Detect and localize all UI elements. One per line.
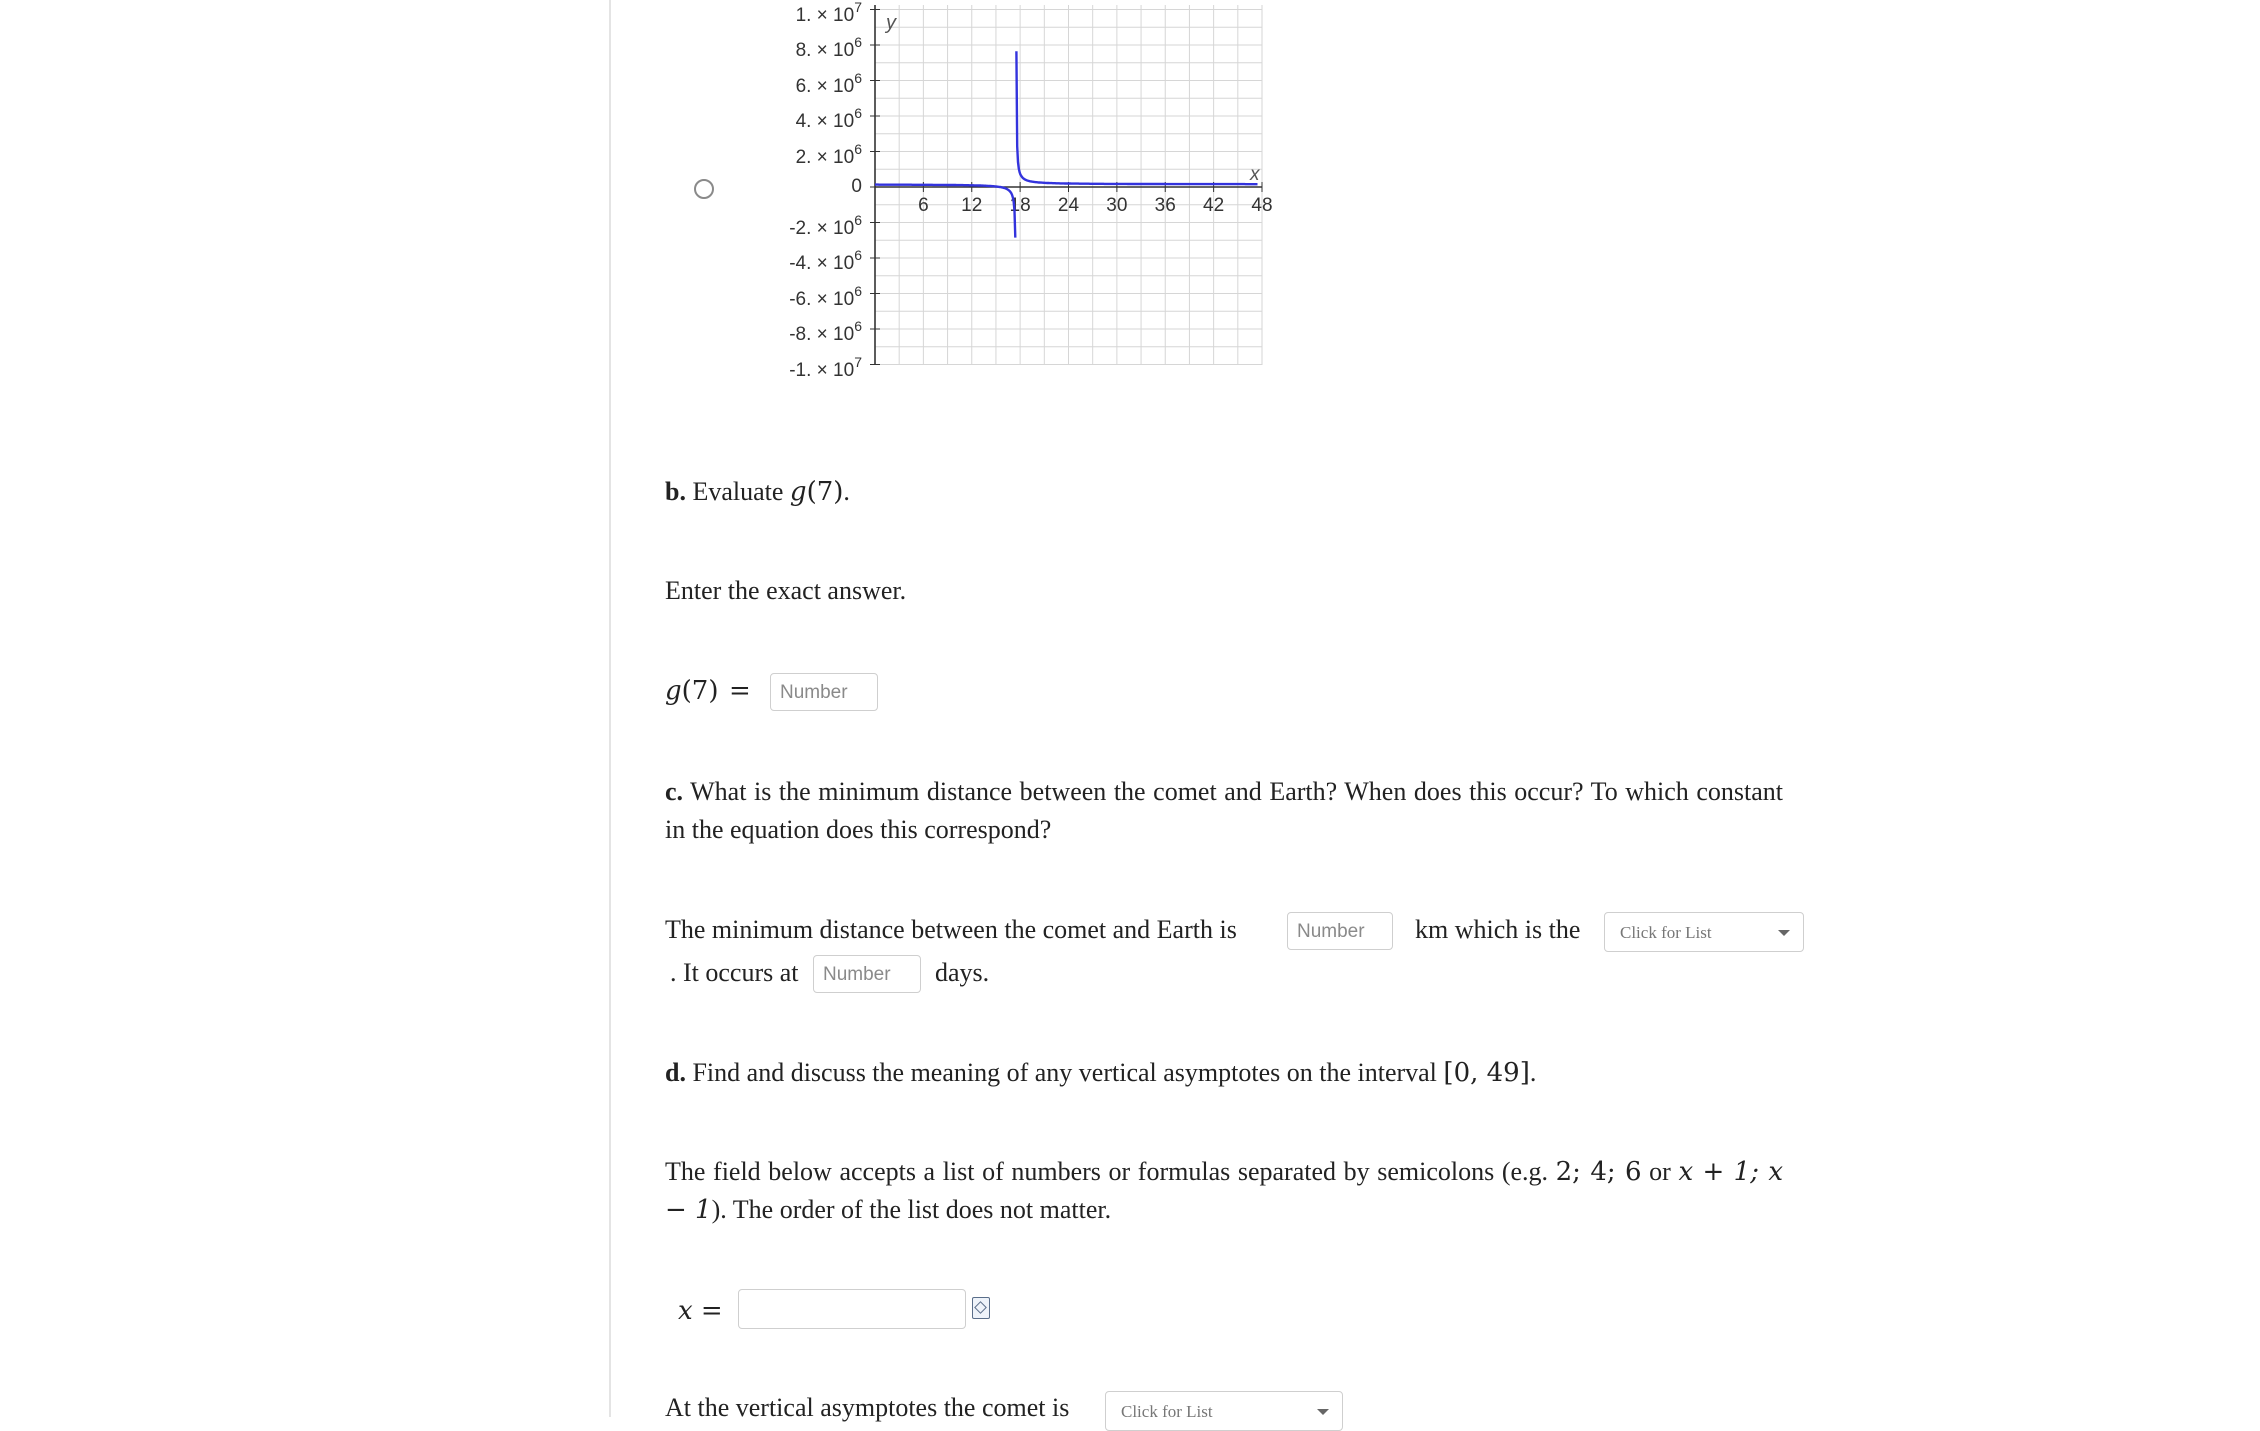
curve-right-branch (1016, 51, 1257, 184)
min-time-input[interactable]: Number (813, 955, 921, 993)
g7-func: g (665, 676, 682, 706)
part-b-instruction: Enter the exact answer. (665, 576, 907, 605)
asymptote-select-text: Click for List (1121, 1402, 1213, 1421)
y-tick-label: 2. × $10^6$ (795, 140, 862, 168)
constant-select-text: Click for List (1620, 923, 1712, 942)
part-d-interval: [0, 49] (1443, 1058, 1530, 1088)
example-2: x + 1; x − 1 (665, 1157, 1783, 1225)
chevron-down-icon (1317, 1409, 1329, 1415)
y-tick-label: 8. × $10^6$ (795, 34, 862, 61)
x-tick-label: 12 (961, 195, 983, 216)
part-b-text: Evaluate (685, 477, 790, 506)
part-c-sentence-4: days. (935, 958, 990, 987)
curve-left-branch (875, 185, 1015, 238)
chevron-down-icon (1778, 930, 1790, 936)
equation-editor-icon[interactable] (972, 1297, 990, 1319)
y-tick-label: 4. × $10^6$ (795, 105, 862, 132)
x-tick-label: 24 (1057, 195, 1080, 216)
part-c-question (665, 773, 1783, 849)
g7-number-input[interactable]: Number (770, 673, 878, 711)
asymptote-sentence: At the vertical asymptotes the comet is (665, 1393, 1070, 1422)
y-axis-label: y (886, 12, 896, 34)
x-tick-label: 48 (1251, 195, 1273, 216)
part-c-text: What is the minimum distance between the comet and Earth? When does this occur? To which constant in the equation does this correspond? (665, 777, 1783, 844)
part-d-label: d. (665, 1058, 686, 1087)
x-axis-label: x (1250, 164, 1260, 185)
y-tick-label: 1. × $10^7$ (795, 0, 862, 26)
g7-equals: = (729, 676, 751, 706)
y-tick-label: 0 (851, 176, 862, 197)
part-b-arg: (7) (806, 477, 844, 507)
part-b-func: g (789, 477, 807, 507)
part-c-sentence-3: . It occurs at (670, 958, 799, 987)
x-tick-label: 6 (918, 195, 929, 216)
x-tick-label: 18 (1009, 195, 1031, 216)
min-distance-input[interactable]: Number (1287, 912, 1393, 950)
y-tick-labels (760, 0, 872, 380)
asymptote-list-input[interactable] (738, 1289, 966, 1329)
instr-2: ). The order of the list does not matter. (711, 1195, 1112, 1224)
part-b-question (665, 473, 850, 511)
instr-or: or (1641, 1157, 1671, 1186)
part-d-instructions (665, 1153, 1783, 1229)
content-left-border (609, 0, 611, 1417)
x-tick-label: 42 (1203, 195, 1225, 216)
part-b-period: . (843, 477, 850, 506)
y-tick-label: -6. × $10^6$ (789, 282, 862, 310)
instr-1: The field below accepts a list of numbers or formulas separated by semicolons (e.g. (665, 1157, 1556, 1186)
y-tick-label: -2. × $10^6$ (789, 211, 862, 239)
y-tick-label: -1. × $10^7$ (789, 353, 862, 381)
x-tick-label: 30 (1106, 195, 1128, 216)
part-b-label: b. (665, 477, 686, 506)
part-d-text: Find and discuss the meaning of any vertical asymptotes on the interval (685, 1058, 1444, 1087)
y-tick-label: 6. × $10^6$ (795, 69, 862, 97)
x-tick-label: 36 (1154, 195, 1176, 216)
example-1: 2; 4; 6 (1555, 1157, 1642, 1187)
part-c-label: c. (665, 777, 684, 806)
part-d-period: . (1529, 1058, 1537, 1087)
graph-option-radio[interactable] (694, 179, 714, 199)
part-d-question (665, 1054, 1536, 1092)
y-tick-label: -4. × $10^6$ (789, 247, 862, 274)
part-b-answer-row (665, 672, 751, 710)
x-equals-label: x = (678, 1296, 723, 1326)
constant-select[interactable] (1604, 912, 1804, 952)
g7-arg: (7) (681, 676, 719, 706)
part-c-sentence-2: km which is the (1415, 915, 1581, 944)
y-tick-label: -8. × $10^6$ (789, 318, 862, 345)
asymptote-graph (870, 0, 1273, 370)
asymptote-meaning-select[interactable] (1105, 1391, 1343, 1431)
part-c-sentence-1: The minimum distance between the comet and Earth is (665, 915, 1237, 944)
